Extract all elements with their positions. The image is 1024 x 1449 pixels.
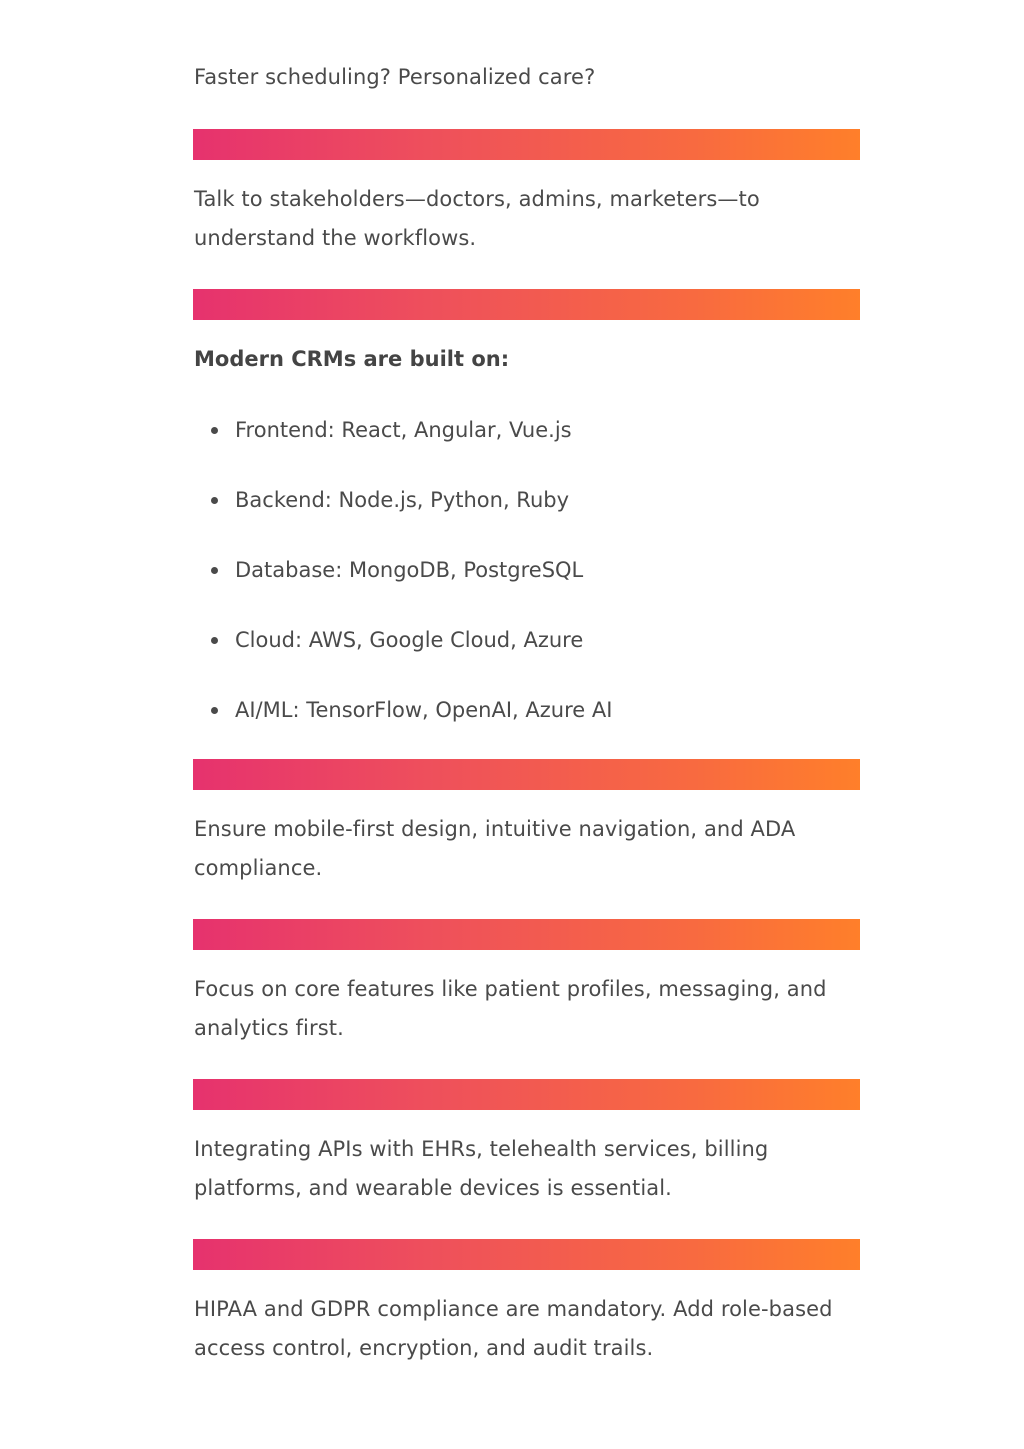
list-item — [194, 550, 612, 620]
section-header-bar — [193, 1079, 860, 1110]
bullet-icon — [211, 707, 218, 714]
bullet-icon — [211, 567, 218, 574]
tech-stack-heading: Modern CRMs are built on: — [194, 347, 510, 371]
list-item-text: Database: MongoDB, PostgreSQL — [235, 558, 584, 582]
design-paragraph: Ensure mobile-first design, intuitive navigation, and ADA compliance. — [194, 817, 796, 880]
section-header-bar — [193, 919, 860, 950]
bullet-icon — [211, 427, 218, 434]
bullet-icon — [211, 637, 218, 644]
list-item-text: Cloud: AWS, Google Cloud, Azure — [235, 628, 584, 652]
integration-paragraph: Integrating APIs with EHRs, telehealth services, billing platforms, and wearable devices is essential. — [194, 1137, 769, 1200]
stakeholders-paragraph: Talk to stakeholders—doctors, admins, marketers—to understand the workflows. — [194, 187, 760, 250]
section-header-bar — [193, 289, 860, 320]
list-item — [194, 620, 612, 690]
list-item-text: AI/ML: TensorFlow, OpenAI, Azure AI — [235, 698, 613, 722]
section-header-bar — [193, 129, 860, 160]
list-item — [194, 480, 612, 550]
list-item-text: Backend: Node.js, Python, Ruby — [235, 488, 570, 512]
section-header-bar — [193, 1239, 860, 1270]
list-item-text: Frontend: React, Angular, Vue.js — [235, 418, 572, 442]
section-header-bar — [193, 759, 860, 790]
bullet-icon — [211, 497, 218, 504]
mvp-paragraph: Focus on core features like patient profiles, messaging, and analytics first. — [194, 977, 827, 1040]
list-item — [194, 410, 612, 480]
intro-paragraph: Faster scheduling? Personalized care? — [194, 65, 596, 89]
security-paragraph: HIPAA and GDPR compliance are mandatory. Add role-based access control, encryption, and audit trails. — [194, 1297, 833, 1360]
list-item — [194, 690, 612, 760]
tech-stack-list — [194, 410, 612, 760]
